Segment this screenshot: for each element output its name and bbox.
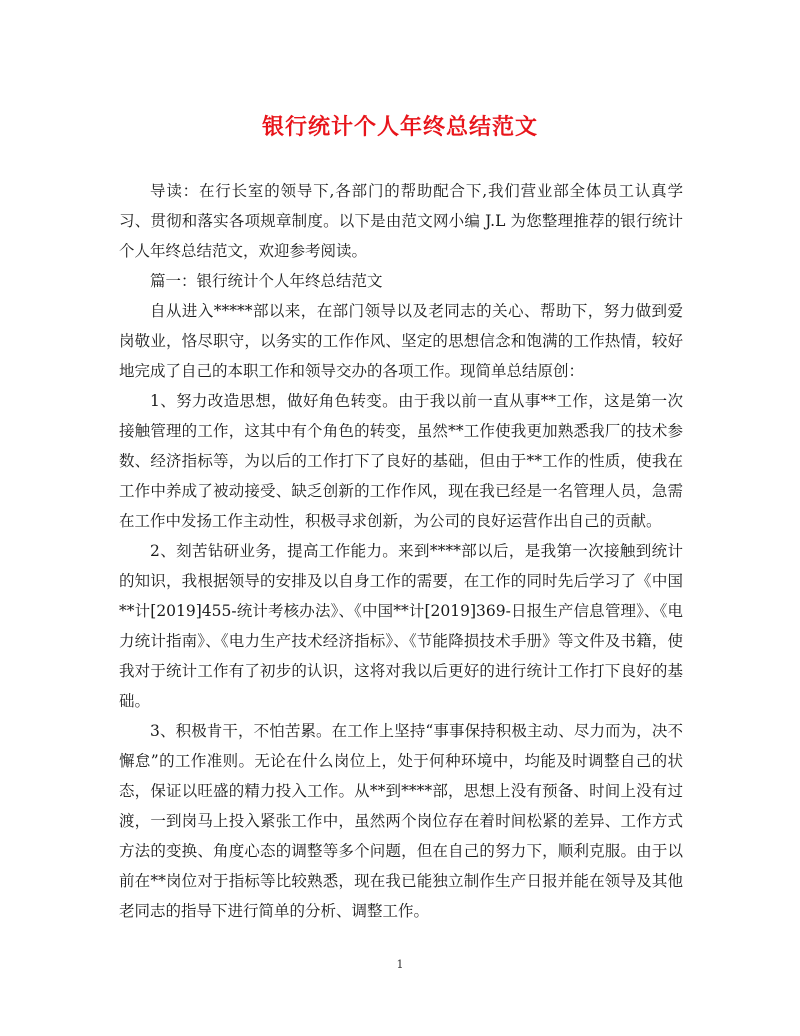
intro-paragraph: 导读：在行长室的领导下,各部门的帮助配合下,我们营业部全体员工认真学习、贯彻和落实各项规章制度。以下是由范文网小编 J.L 为您整理推荐的银行统计个人年终总结范文，欢迎参考阅读。 — [119, 182, 683, 260]
document-body — [119, 176, 683, 926]
body-paragraph: 1、努力改造思想，做好角色转变。由于我以前一直从事**工作，这是第一次接触管理的工作，这其中有个角色的转变，虽然**工作使我更加熟悉我厂的技术参数、经济指标等，为以后的工作打下了良好的基础，但由于**工作的性质，使我在工作中养成了被动接受、缺乏创新的工作作风，现在我已经是一名管理人员，急需在工作中发扬工作主动性，积极寻求创新，为公司的良好运营作出自己的贡献。 — [119, 392, 683, 530]
body-paragraph: 3、积极肯干，不怕苦累。在工作上坚持“事事保持积极主动、尽力而为，决不懈怠”的工作准则。无论在什么岗位上，处于何种环境中，均能及时调整自己的状态，保证以旺盛的精力投入工作。从**到****部，思想上没有预备、时间上没有过渡，一到岗马上投入紧张工作中，虽然两个岗位存在着时间松紧的差异、工作方式方法的变换、角度心态的调整等多个问题，但在自己的努力下，顺利克服。由于以前在**岗位对于指标等比较熟悉，现在我已能独立制作生产日报并能在领导及其他老同志的指导下进行简单的分析、调整工作。 — [119, 722, 683, 920]
body-paragraph: 2、刻苦钻研业务，提高工作能力。来到****部以后，是我第一次接触到统计的知识，我根据领导的安排及以自身工作的需要，在工作的同时先后学习了《中国**计[2019]455-统计考核办法》、《中国**计[2019]369-日报生产信息管理》、《电力统计指南》、《电力生产技术经济指标》、《节能降损技术手册》等文件及书籍，使我对于统计工作有了初步的认识，这将对我以后更好的进行统计工作打下良好的基础。 — [119, 542, 683, 710]
section-heading: 篇一：银行统计个人年终总结范文 — [150, 272, 383, 290]
page-number: 1 — [396, 958, 404, 971]
body-paragraph: 自从进入*****部以来，在部门领导以及老同志的关心、帮助下，努力做到爱岗敬业，恪尽职守，以务实的工作作风、坚定的思想信念和饱满的工作热情，较好地完成了自己的本职工作和领导交办的各项工作。现简单总结原创： — [119, 302, 683, 380]
document-title: 银行统计个人年终总结范文 — [261, 114, 538, 140]
